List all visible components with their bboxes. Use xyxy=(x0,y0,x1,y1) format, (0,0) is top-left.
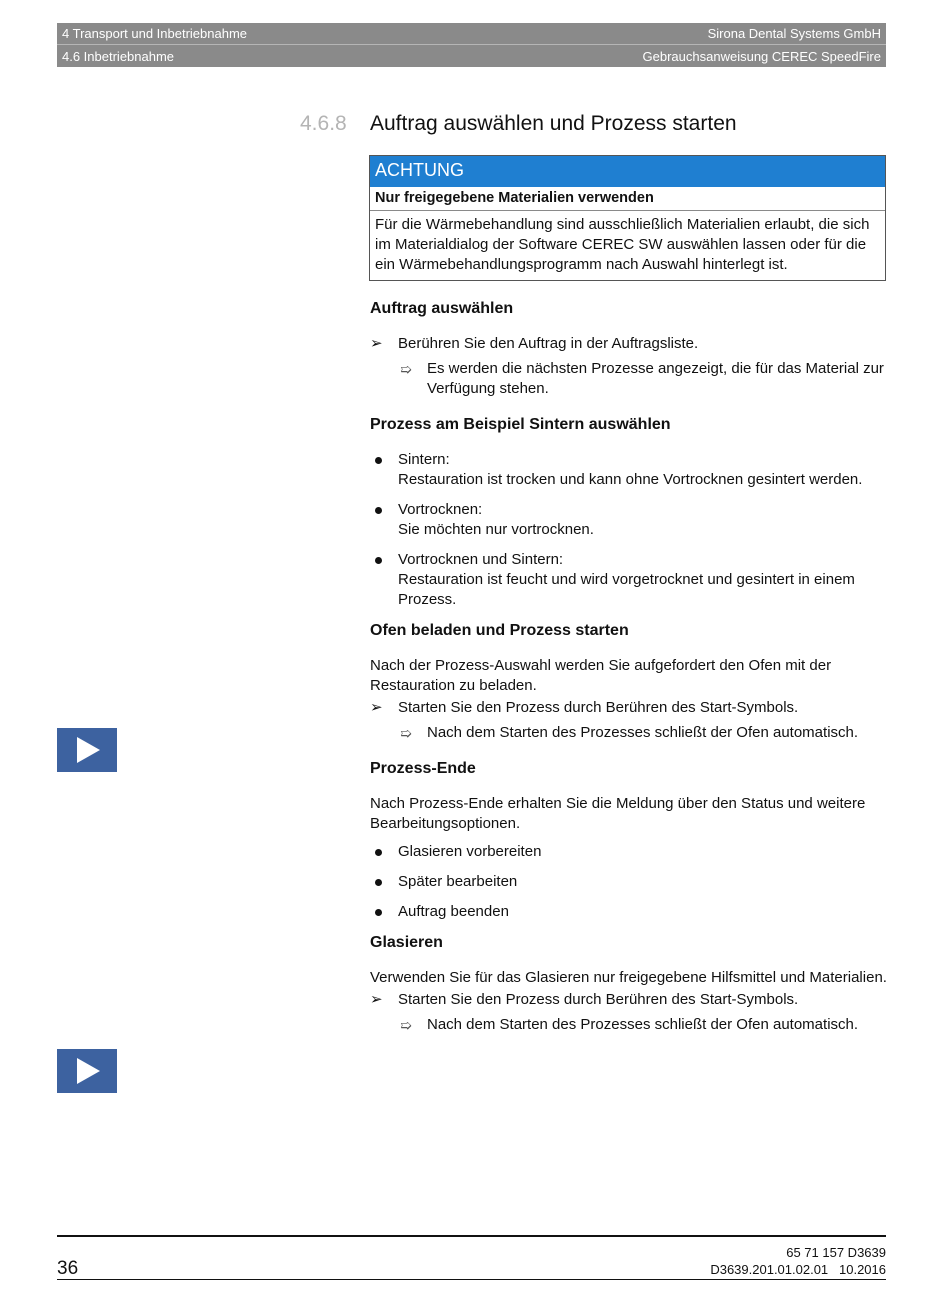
play-icon xyxy=(57,728,117,772)
result-arrow-icon: ➯ xyxy=(400,725,412,741)
process-select-heading: Prozess am Beispiel Sintern auswählen xyxy=(370,416,671,433)
page-header xyxy=(57,23,886,67)
glaze-intro: Verwenden Sie für das Glasieren nur freigegebene Hilfsmittel und Materialien. xyxy=(370,969,887,986)
list-item-title: Vortrocknen: xyxy=(398,501,483,518)
list-item-desc: Restauration ist trocken und kann ohne Vortrocknen gesintert werden. xyxy=(398,471,863,488)
instruction-result xyxy=(370,1015,890,1035)
step-text: Starten Sie den Prozess durch Berühren des Start-Symbols. xyxy=(398,991,799,1008)
list-item-title: Vortrocknen und Sintern: xyxy=(398,551,564,568)
load-start-heading: Ofen beladen und Prozess starten xyxy=(370,622,629,639)
section-heading: Auftrag auswählen und Prozess starten xyxy=(370,112,737,135)
step-arrow-icon: ➢ xyxy=(370,699,383,716)
process-end-intro: Nach Prozess-Ende erhalten Sie die Meldung über den Status und weitere Bearbeitungsoptionen. xyxy=(370,795,866,832)
result-arrow-icon: ➯ xyxy=(400,361,412,377)
result-text: Nach dem Starten des Prozesses schließt der Ofen automatisch. xyxy=(427,1016,859,1033)
list-item-title: Sintern: xyxy=(398,451,450,468)
list-item xyxy=(370,550,890,610)
list-item xyxy=(370,872,890,892)
section-number: 4.6.8 xyxy=(300,112,347,135)
result-text: Es werden die nächsten Prozesse angezeigt, die für das Material zur Verfügung stehen. xyxy=(427,360,884,397)
main-content xyxy=(370,298,890,1040)
select-job-heading: Auftrag auswählen xyxy=(370,300,514,317)
step-arrow-icon: ➢ xyxy=(370,991,383,1008)
page-number: 36 xyxy=(57,1258,79,1279)
bullet-icon xyxy=(375,849,382,856)
warning-box xyxy=(369,155,886,281)
instruction-result xyxy=(370,359,890,399)
bullet-icon xyxy=(375,507,382,514)
list-item xyxy=(370,842,890,862)
warning-label: ACHTUNG xyxy=(370,156,885,187)
glaze-heading: Glasieren xyxy=(370,934,443,951)
header-section: 4.6 Inbetriebnahme xyxy=(62,48,175,64)
header-company: Sirona Dental Systems GmbH xyxy=(707,26,881,41)
step-text: Berühren Sie den Auftrag in der Auftragsliste. xyxy=(398,335,699,352)
document-reference xyxy=(710,1244,886,1278)
step-arrow-icon: ➢ xyxy=(370,335,383,352)
list-item xyxy=(370,450,890,490)
process-end-heading: Prozess-Ende xyxy=(370,760,476,777)
instruction-result xyxy=(370,723,890,743)
list-item-label: Glasieren vorbereiten xyxy=(398,843,542,860)
warning-subtitle: Nur freigegebene Materialien verwenden xyxy=(370,187,885,211)
doc-number: 65 71 157 D3639 xyxy=(786,1245,886,1260)
bullet-icon xyxy=(375,879,382,886)
header-manual: Gebrauchsanweisung CEREC SpeedFire xyxy=(642,48,881,64)
doc-ref: D3639.201.01.02.01 xyxy=(710,1262,829,1277)
instruction-step xyxy=(370,334,890,354)
bullet-icon xyxy=(375,557,382,564)
list-item-desc: Sie möchten nur vortrocknen. xyxy=(398,521,594,538)
list-item xyxy=(370,500,890,540)
list-item-label: Später bearbeiten xyxy=(398,873,518,890)
result-arrow-icon: ➯ xyxy=(400,1017,412,1033)
list-item-label: Auftrag beenden xyxy=(398,903,509,920)
step-text: Starten Sie den Prozess durch Berühren des Start-Symbols. xyxy=(398,699,799,716)
header-chapter: 4 Transport und Inbetriebnahme xyxy=(62,26,248,41)
list-item-desc: Restauration ist feucht und wird vorgetrocknet und gesintert in einem Prozess. xyxy=(398,571,855,608)
footer-divider xyxy=(57,1279,886,1280)
play-triangle xyxy=(57,1049,117,1093)
bullet-icon xyxy=(375,457,382,464)
section-title xyxy=(300,112,737,136)
instruction-step xyxy=(370,990,890,1010)
play-triangle xyxy=(57,728,117,772)
play-icon xyxy=(57,1049,117,1093)
list-item xyxy=(370,902,890,922)
bullet-icon xyxy=(375,909,382,916)
doc-date: 10.2016 xyxy=(839,1262,886,1277)
load-start-intro: Nach der Prozess-Auswahl werden Sie aufgefordert den Ofen mit der Restauration zu beladen. xyxy=(370,657,832,694)
result-text: Nach dem Starten des Prozesses schließt der Ofen automatisch. xyxy=(427,724,859,741)
footer-divider xyxy=(57,1235,886,1237)
instruction-step xyxy=(370,698,890,718)
warning-body: Für die Wärmebehandlung sind ausschließlich Materialien erlaubt, die sich im Materialdialog der Software CEREC SW auswählen lassen oder für die ein Wärmebehandlungsprogramm nach Auswahl hinterlegt ist. xyxy=(375,216,870,273)
